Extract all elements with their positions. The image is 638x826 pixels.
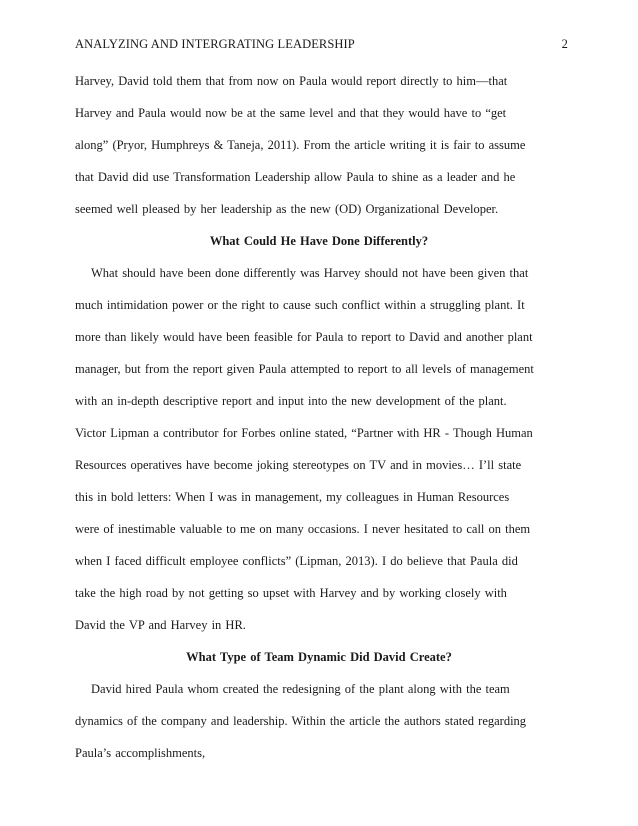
body-line: David the VP and Harvey in HR.: [75, 618, 246, 632]
body-line: Paula’s accomplishments,: [75, 746, 206, 760]
body-line: more than likely would have been feasible for Paula to report to David and another plant: [75, 330, 533, 344]
body-line: with an in-depth descriptive report and input into the new development of the plant.: [75, 394, 507, 408]
section-heading: What Type of Team Dynamic Did David Create?: [186, 650, 452, 664]
body-line: dynamics of the company and leadership. Within the article the authors stated regarding: [75, 714, 527, 728]
body-line: manager, but from the report given Paula attempted to report to all levels of management: [75, 362, 534, 376]
body-line: along” (Pryor, Humphreys & Taneja, 2011). From the article writing it is fair to assume: [75, 138, 526, 152]
running-head: ANALYZING AND INTERGRATING LEADERSHIP: [75, 37, 355, 51]
body-line: much intimidation power or the right to cause such conflict within a struggling plant. It: [75, 298, 525, 312]
body-line: Victor Lipman a contributor for Forbes online stated, “Partner with HR - Though Human: [75, 426, 533, 440]
body-line: Resources operatives have become joking stereotypes on TV and in movies… I’ll state: [75, 458, 522, 472]
body-line: Harvey, David told them that from now on Paula would report directly to him—that: [75, 74, 508, 88]
body-line: David hired Paula whom created the redesigning of the plant along with the team: [91, 682, 510, 696]
section-heading: What Could He Have Done Differently?: [209, 234, 429, 248]
page-number: 2: [561, 37, 568, 51]
body-line: take the high road by not getting so upset with Harvey and by working closely with: [75, 586, 507, 600]
body-line: when I faced difficult employee conflicts” (Lipman, 2013). I do believe that Paula did: [75, 554, 518, 568]
body-line: What should have been done differently was Harvey should not have been given that: [91, 266, 529, 280]
body-line: seemed well pleased by her leadership as the new (OD) Organizational Developer.: [75, 202, 499, 216]
body-line: that David did use Transformation Leadership allow Paula to shine as a leader and he: [75, 170, 516, 184]
body-line: Harvey and Paula would now be at the same level and that they would have to “get: [75, 106, 507, 120]
body-line: were of inestimable valuable to me on many occasions. I never hesitated to call on them: [75, 522, 531, 536]
body-line: this in bold letters: When I was in management, my colleagues in Human Resources: [75, 490, 510, 504]
